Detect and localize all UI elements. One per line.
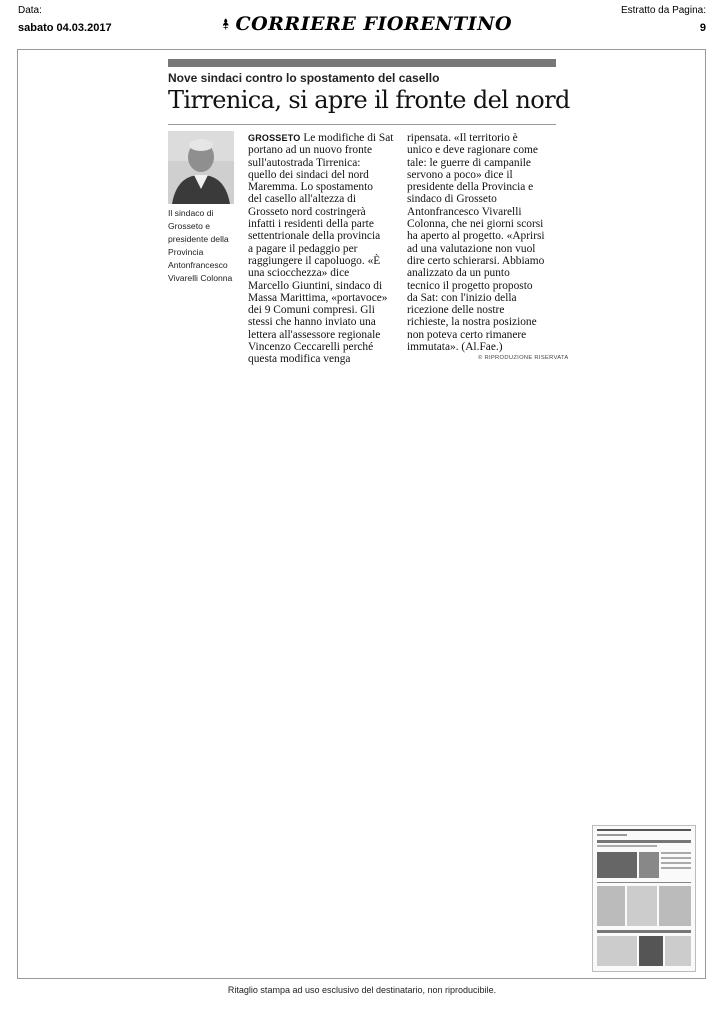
article-kicker: Nove sindaci contro lo spostamento del casello xyxy=(168,71,440,85)
caption-line: presidente della xyxy=(168,233,229,244)
text-line: lettera all'assessore regionale xyxy=(248,328,381,341)
text-line: ha aperto al progetto. «Aprirsi xyxy=(407,230,545,243)
text-line: Vincenzo Ceccarelli perché xyxy=(248,341,374,354)
text-line: quello dei sindaci del nord xyxy=(248,168,369,181)
text-line: immutata». (Al.Fae.) xyxy=(407,341,503,354)
article-column-1 xyxy=(248,132,400,366)
date-value: sabato 04.03.2017 xyxy=(18,22,112,34)
footer-notice: Ritaglio stampa ad uso esclusivo del destinatario, non riproducibile. xyxy=(227,985,497,995)
header-page-block xyxy=(621,4,706,35)
text-line: dei 9 Comuni compresi. Gli xyxy=(248,304,375,317)
dateline: GROSSETO xyxy=(248,133,301,143)
text-line: tale: le guerre di campanile xyxy=(407,156,531,169)
page-thumbnail xyxy=(592,825,696,972)
section-bar xyxy=(168,59,556,67)
text-line: Massa Marittima, «portavoce» xyxy=(248,291,388,304)
text-line: settentrionale della provincia xyxy=(248,230,381,243)
text-line: del casello all'altezza di xyxy=(248,193,356,206)
page-label: Estratto da Pagina: xyxy=(620,5,706,16)
masthead xyxy=(222,6,512,42)
text-line: da Sat: con l'inizio della xyxy=(407,291,517,304)
text-line: GROSSETO Le modifiche di Sat xyxy=(248,132,394,144)
article-headline: Tirrenica, si apre il fronte del nord xyxy=(168,86,570,114)
text-line: servono a poco» dice il xyxy=(407,168,513,181)
text-line: portano ad un nuovo fronte xyxy=(248,144,373,157)
text-line: non poteva certo rimanere xyxy=(407,328,527,341)
text-line: Antonfrancesco Vivarelli xyxy=(407,205,522,218)
text-line: presidente della Provincia e xyxy=(407,181,534,194)
text-line: sindaco di Grosseto xyxy=(407,193,497,206)
copyright-notice: © RIPRODUZIONE RISERVATA xyxy=(478,355,569,361)
text-line: ricezione delle nostre xyxy=(407,304,505,317)
text-line: stessi che hanno inviato una xyxy=(248,316,376,329)
caption-line: Grosseto e xyxy=(168,220,211,231)
header-date-block xyxy=(18,4,112,35)
text-line: analizzato da un punto xyxy=(407,267,510,280)
text-line: richieste, la nostra posizione xyxy=(407,316,537,329)
photo-caption xyxy=(168,207,238,284)
caption-line: Vivarelli Colonna xyxy=(168,272,233,283)
publication-title: CORRIERE FIORENTINO xyxy=(235,13,512,35)
page-number: 9 xyxy=(699,22,706,34)
article-column-2 xyxy=(407,132,559,353)
text-line: tecnico il progetto proposto xyxy=(407,279,533,292)
caption-line: Provincia xyxy=(168,246,204,257)
text-line: Colonna, che nei giorni scorsi xyxy=(407,218,544,231)
text-line: dire certo schierarsi. Abbiamo xyxy=(407,254,545,267)
caption-line: Antonfrancesco xyxy=(168,259,228,270)
text-line: unico e deve ragionare come xyxy=(407,144,538,157)
text-line: ripensata. «Il territorio è xyxy=(407,132,518,144)
text-line: una sciocchezza» dice xyxy=(248,267,350,280)
text-line: ad una valutazione non vuol xyxy=(407,242,536,255)
text-line: a pagare il pedaggio per xyxy=(248,242,358,255)
date-label: Data: xyxy=(18,5,42,16)
text-line: Marcello Giuntini, sindaco di xyxy=(248,279,383,292)
caption-line: Il sindaco di xyxy=(168,208,214,218)
text-line: infatti i residenti della parte xyxy=(248,218,374,231)
headline-rule xyxy=(168,124,556,125)
text-line: sull'autostrada Tirrenica: xyxy=(248,156,361,169)
text-line: Grosseto nord costringerà xyxy=(248,205,366,218)
text-line: questa modifica venga xyxy=(248,353,351,366)
lily-logo-icon xyxy=(222,7,229,41)
mayor-photo xyxy=(168,131,234,204)
text-line: raggiungere il capoluogo. «È xyxy=(248,254,381,267)
text-line: Maremma. Lo spostamento xyxy=(248,181,373,194)
